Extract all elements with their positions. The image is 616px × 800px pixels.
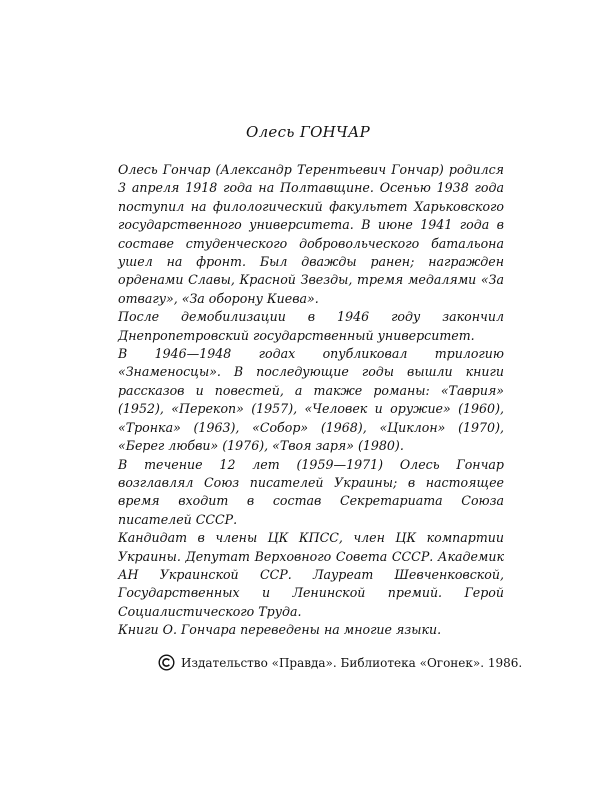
copyright-line [158, 654, 522, 671]
copyright-icon [158, 654, 175, 671]
copyright-text: Издательство «Правда». Библиотека «Огонек». 1986. [181, 655, 523, 670]
bio-paragraph: После демобилизации в 1946 году закончил Днепропетровский государственный университет. [118, 309, 504, 343]
biography-text [118, 161, 504, 640]
bio-paragraph: В 1946—1948 годах опубликовал трилогию «Знаменосцы». В последующие годы вышли книги рассказов и повестей, а также романы: «Таврия» (1952), «Перекоп» (1957), «Человек и оружие» (1960), «Тронка» (1963), «Собор» (1968), «Циклон» (1970), «Берег любви» (1976), «Твоя заря» (1980). [118, 346, 504, 454]
bio-paragraph: Книги О. Гончара переведены на многие языки. [118, 622, 442, 638]
bio-paragraph: В течение 12 лет (1959—1971) Олесь Гончар возглавлял Союз писателей Украины; в настоящее время входит в состав Секретариата Союза писателей СССР. [118, 456, 504, 527]
page-title: Олесь ГОНЧАР [245, 123, 371, 141]
bio-paragraph: Олесь Гончар (Александр Терентьевич Гончар) родился 3 апреля 1918 года на Полтавщине. Осенью 1938 года поступил на филологический факультет Харьковского государственного университета. В июне 1941 года в составе студенческого добровольческого батальона ушел на фронт. Был дважды ранен; награжден орденами Славы, Красной Звезды, тремя медалями «За отвагу», «За оборону Киева». [118, 162, 504, 306]
bio-paragraph: Кандидат в члены ЦК КПСС, член ЦК компартии Украины. Депутат Верховного Совета СССР. Академик АН Украинской ССР. Лауреат Шевченковской, Государственных и Ленинской премий. Герой Социалистического Труда. [118, 530, 504, 619]
